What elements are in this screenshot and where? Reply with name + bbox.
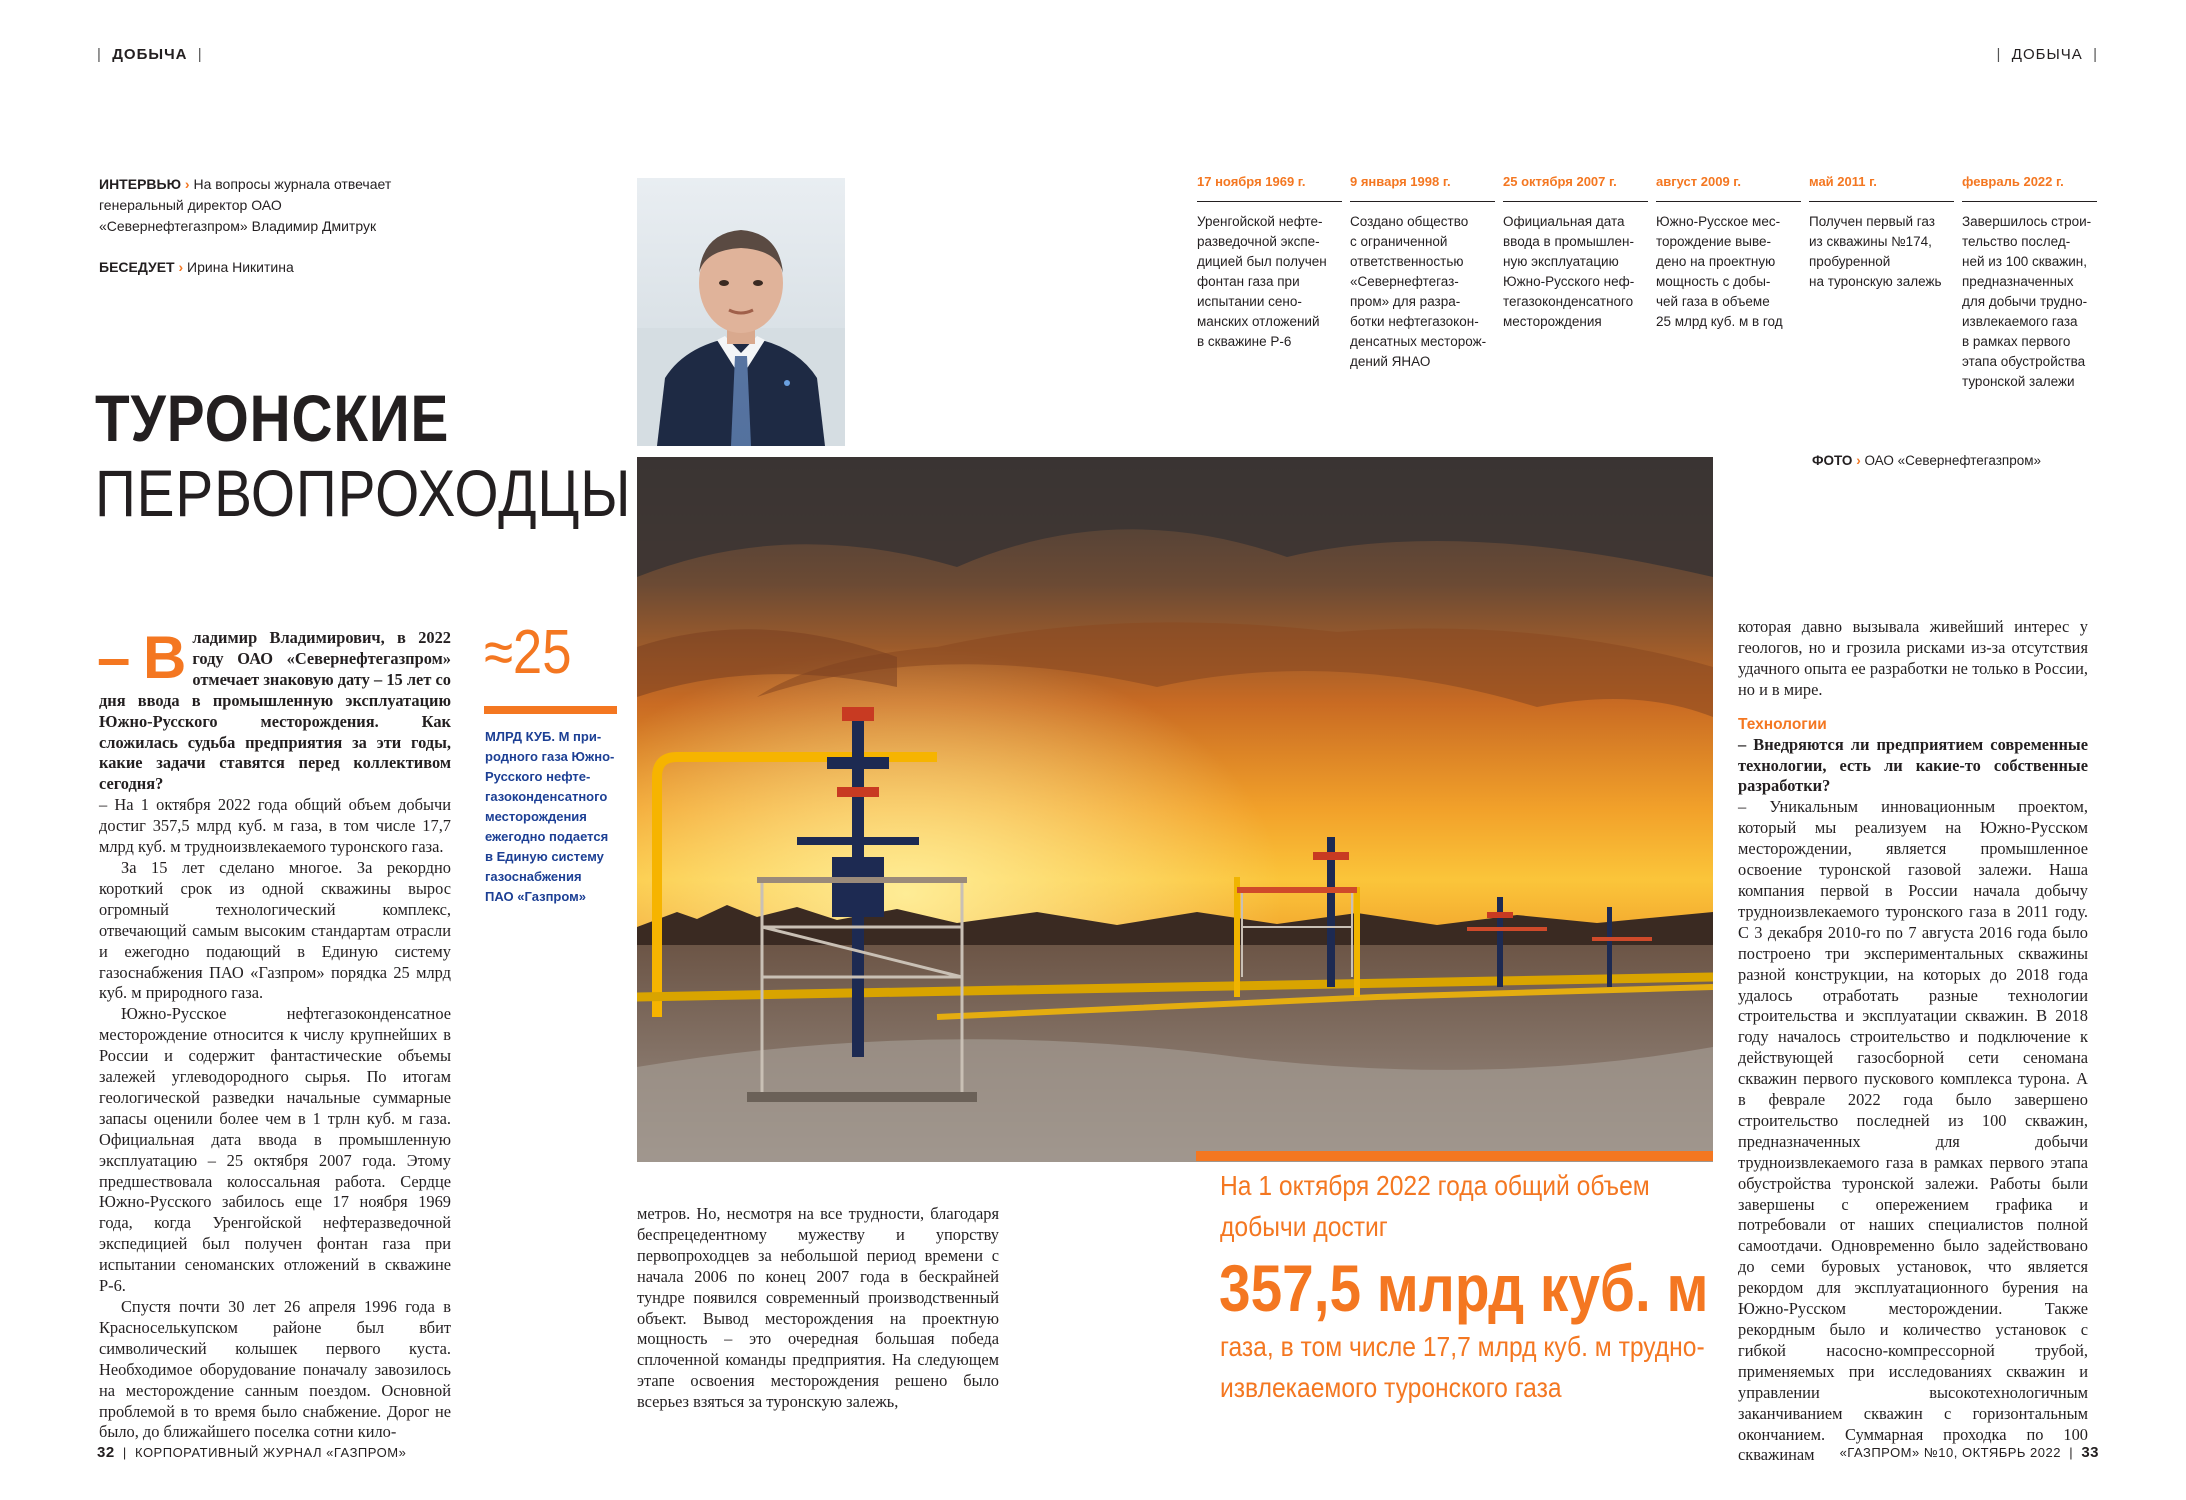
footer-right: «ГАЗПРОМ» №10, ОКТЯБРЬ 2022 | 33 (1839, 1444, 2099, 1461)
article-paragraph: За 15 лет сделано многое. За рекордно короткий срок из одной скважины вырос огромный технологический комплекс, отвечающий самым высоким стандартам отрасли и ежегодно подающий в Единую систему газоснабжения ПАО «Газпром» порядка 25 млрд куб. м природного газа. (99, 857, 451, 1003)
pullquote-figure: 357,5 млрд куб. м (1219, 1251, 1709, 1325)
section-subhead: Технологии (1738, 715, 1827, 733)
timeline-item (1656, 173, 1801, 332)
timeline-text: Официальная дата ввода в промышлен- ную эксплуатацию Южно-Русского неф- тегазоконденсатного месторождения (1503, 214, 1635, 329)
portrait-photo (637, 178, 845, 446)
timeline-item (1197, 173, 1342, 352)
timeline (1197, 173, 2097, 403)
stat-number: ≈25 (484, 618, 572, 687)
section-label: ДОБЫЧА (112, 46, 188, 63)
stat-description: МЛРД КУБ. М при- родного газа Южно- Русского нефте- газоконденсатного месторождения ежегодно подается в Единую систему газоснабжения ПАО «Газпром» (485, 729, 615, 904)
timeline-date: 9 января 1998 г. (1350, 174, 1451, 189)
timeline-divider (1962, 201, 2097, 202)
timeline-divider (1503, 201, 1648, 202)
timeline-date: август 2009 г. (1656, 174, 1742, 189)
pullquote-line2: добычи достиг (1220, 1211, 1388, 1242)
running-header-left: | ДОБЫЧА | (97, 46, 203, 63)
timeline-item (1350, 173, 1495, 372)
timeline-divider (1656, 201, 1801, 202)
timeline-text: Завершилось строи- тельство послед- ней из 100 скважин, предназначенных для добычи трудно- извлекаемого газа в рамках первого этапа обустройства туронской залежи (1962, 214, 2092, 389)
journal-name: КОРПОРАТИВНЫЙ ЖУРНАЛ «ГАЗПРОМ» (135, 1445, 407, 1460)
article-paragraph: Спустя почти 30 лет 26 апреля 1996 года в Красноселькупском районе был вбит символический колышек первого куста. Необходимое оборудование поначалу завозилось на месторождение санным поездом. Основной проблемой в то время было снабжение. Дорог не было, до ближайшего поселка сотни кило- (99, 1297, 451, 1442)
timeline-item (1503, 173, 1648, 332)
talks-text: Ирина Никитина (187, 259, 294, 275)
gas-field-photo (637, 457, 1713, 1162)
timeline-divider (1809, 201, 1954, 202)
page-number: 32 (97, 1444, 115, 1461)
article-paragraph: Южно-Русское нефтегазоконденсатное месторождение относится к числу крупнейших в России и содержит фантастические объемы залежей углеводородного сырья. По итогам геологической разведки начальные суммарные запасы оценили более чем в 1 трлн куб. м газа. Официальная дата ввода в промышленную эксплуатацию – 25 октября 2007 года. Этому предшествовала колоссальная работа. Сердце Южно-Русского забилось еще 17 ноября 1969 года, когда Уренгойской нефтеразведочной экспедицией был получен фонтан газа при испытании сеноманских отложений в скважине Р-6. (99, 1004, 451, 1296)
stat-rule (484, 706, 617, 714)
article-column-2 (637, 1204, 999, 1413)
interview-text: На вопросы журнала отвечает генеральный директор ОАО «Севернефтегазпром» Владимир Дмитрук (99, 176, 392, 234)
timeline-item (1962, 173, 2097, 392)
interview-label: ИНТЕРВЬЮ (99, 176, 182, 192)
timeline-divider (1197, 201, 1342, 202)
page-number: 33 (2081, 1444, 2099, 1461)
timeline-date: май 2011 г. (1809, 174, 1877, 189)
article-paragraph: метров. Но, несмотря на все трудности, благодаря беспрецедентному мужеству и упорству первопроходцев за небольшой период времени с начала 2006 по конец 2007 года в бескрайней тундре появился современный производственный объект. Вывод месторождения на проектную мощность – это очередная большая победа сплоченной команды предприятия. На следующем этапе освоения месторождения решено было всерьез взяться за туронскую залежь, (637, 1204, 999, 1412)
timeline-text: Уренгойской нефте- разведочной экспе- дицией был получен фонтан газа при испытании сено- манских отложений в скважине Р-6 (1197, 214, 1327, 349)
dropcap: – В (97, 624, 185, 691)
article-title-line1: ТУРОНСКИЕ (95, 381, 450, 455)
lead-question: ладимир Владимирович, в 2022 году ОАО «Севернефтегазпром» отмечает знаковую дату – 15 лет со дня ввода в промышленную эксплуатацию Южно-Русского месторождения. Как сложилась судьба предприятия за эти годы, какие задачи ставятся перед коллективом сегодня? (99, 628, 451, 794)
article-credits: ИНТЕРВЬЮ › На вопросы журнала отвечает генеральный директор ОАО «Севернефтегазпром» Владимир Дмитрук БЕСЕДУЕТ › Ирина Никитина (99, 176, 392, 275)
interview-question: – Внедряются ли предприятием современные технологии, есть ли какие-то собственные разработки? (1738, 734, 2088, 796)
timeline-date: 17 ноября 1969 г. (1197, 174, 1306, 189)
issue-info: «ГАЗПРОМ» №10, ОКТЯБРЬ 2022 (1839, 1445, 2061, 1460)
pullquote-line1: На 1 октября 2022 года общий объем (1220, 1170, 1650, 1201)
section-label: ДОБЫЧА (2011, 46, 2083, 63)
timeline-text: Создано общество с ограниченной ответственностью «Севернефтегаз- пром» для разра- ботки нефтегазокон- денсатных месторож- дений ЯНАО (1350, 214, 1487, 369)
pullquote-bar (1196, 1151, 1713, 1161)
timeline-text: Получен первый газ из скважины №174, пробуренной на туронскую залежь (1809, 214, 1942, 289)
photo-credit-text: ОАО «Севернефтегазпром» (1864, 453, 2042, 468)
running-header-right: | ДОБЫЧА | (1996, 46, 2098, 63)
photo-credit: ФОТО › ОАО «Севернефтегазпром» (1812, 453, 2042, 468)
article-paragraph: которая давно вызывала живейший интерес у геологов, но и грозила рисками из-за отсутствия удачного опыта ее разработки не только в России, но и в мире. (1738, 617, 2088, 699)
article-paragraph: – Уникальным инновационным проектом, который мы реализуем на Южно-Русском месторождении, является промышленное освоение туронской газовой залежи. Наша компания первой в России начала добычу трудноизвлекаемого туронского газа в 2011 году. С 3 декабря 2010-го по 7 августа 2016 года было построено три экспериментальных скважины разной конструкции, на которых до 2018 года удалось отработать разные технологии строительства и эксплуатации скважин. В 2018 году началось строительство и подключение к действующей газосборной сети сеномана скважин первого пускового комплекса турона. А в феврале 2022 года было завершено строительство последней из 100 скважин, предназначенных для добычи трудноизвлекаемого газа в рамках первого этапа обустройства туронской залежи. Работы были завершены с опережением графика и потребовали от наших специалистов полной самоотдачи. Одновременно было задействовано до семи буровых установок, что является рекордом для эксплуатационного бурения на Южно-Русском месторождении. Также рекордным было и количество установок с гибкой насосно-компрессорной трубой, применяемых при исследованиях скважин и управлении высокотехнологичным заканчиванием скважин с горизонтальным окончанием. Суммарная проходка по 100 скважинам (1738, 797, 2088, 1465)
pullquote-line3: газа, в том числе 17,7 млрд куб. м трудно- (1220, 1331, 1705, 1362)
footer-left: 32 | КОРПОРАТИВНЫЙ ЖУРНАЛ «ГАЗПРОМ» (97, 1444, 407, 1461)
talks-label: БЕСЕДУЕТ (99, 259, 175, 275)
pullquote-line4: извлекаемого туронского газа (1220, 1372, 1562, 1403)
timeline-text: Южно-Русское мес- торождение выве- дено на проектную мощность с добы- чей газа в объеме 25 млрд куб. м в год (1656, 214, 1783, 329)
timeline-item (1809, 173, 1954, 292)
timeline-date: 25 октября 2007 г. (1503, 174, 1617, 189)
article-column-3 (1738, 617, 2088, 1466)
photo-credit-label: ФОТО (1812, 453, 1853, 468)
article-title-line2: ПЕРВОПРОХОДЦЫ (95, 456, 632, 530)
timeline-date: февраль 2022 г. (1962, 174, 2064, 189)
article-column-1 (97, 624, 451, 1443)
timeline-divider (1350, 201, 1495, 202)
article-paragraph: – На 1 октября 2022 года общий объем добычи достиг 357,5 млрд куб. м газа, в том числе 17,7 млрд куб. м трудноизвлекаемого туронского газа. (99, 795, 451, 857)
